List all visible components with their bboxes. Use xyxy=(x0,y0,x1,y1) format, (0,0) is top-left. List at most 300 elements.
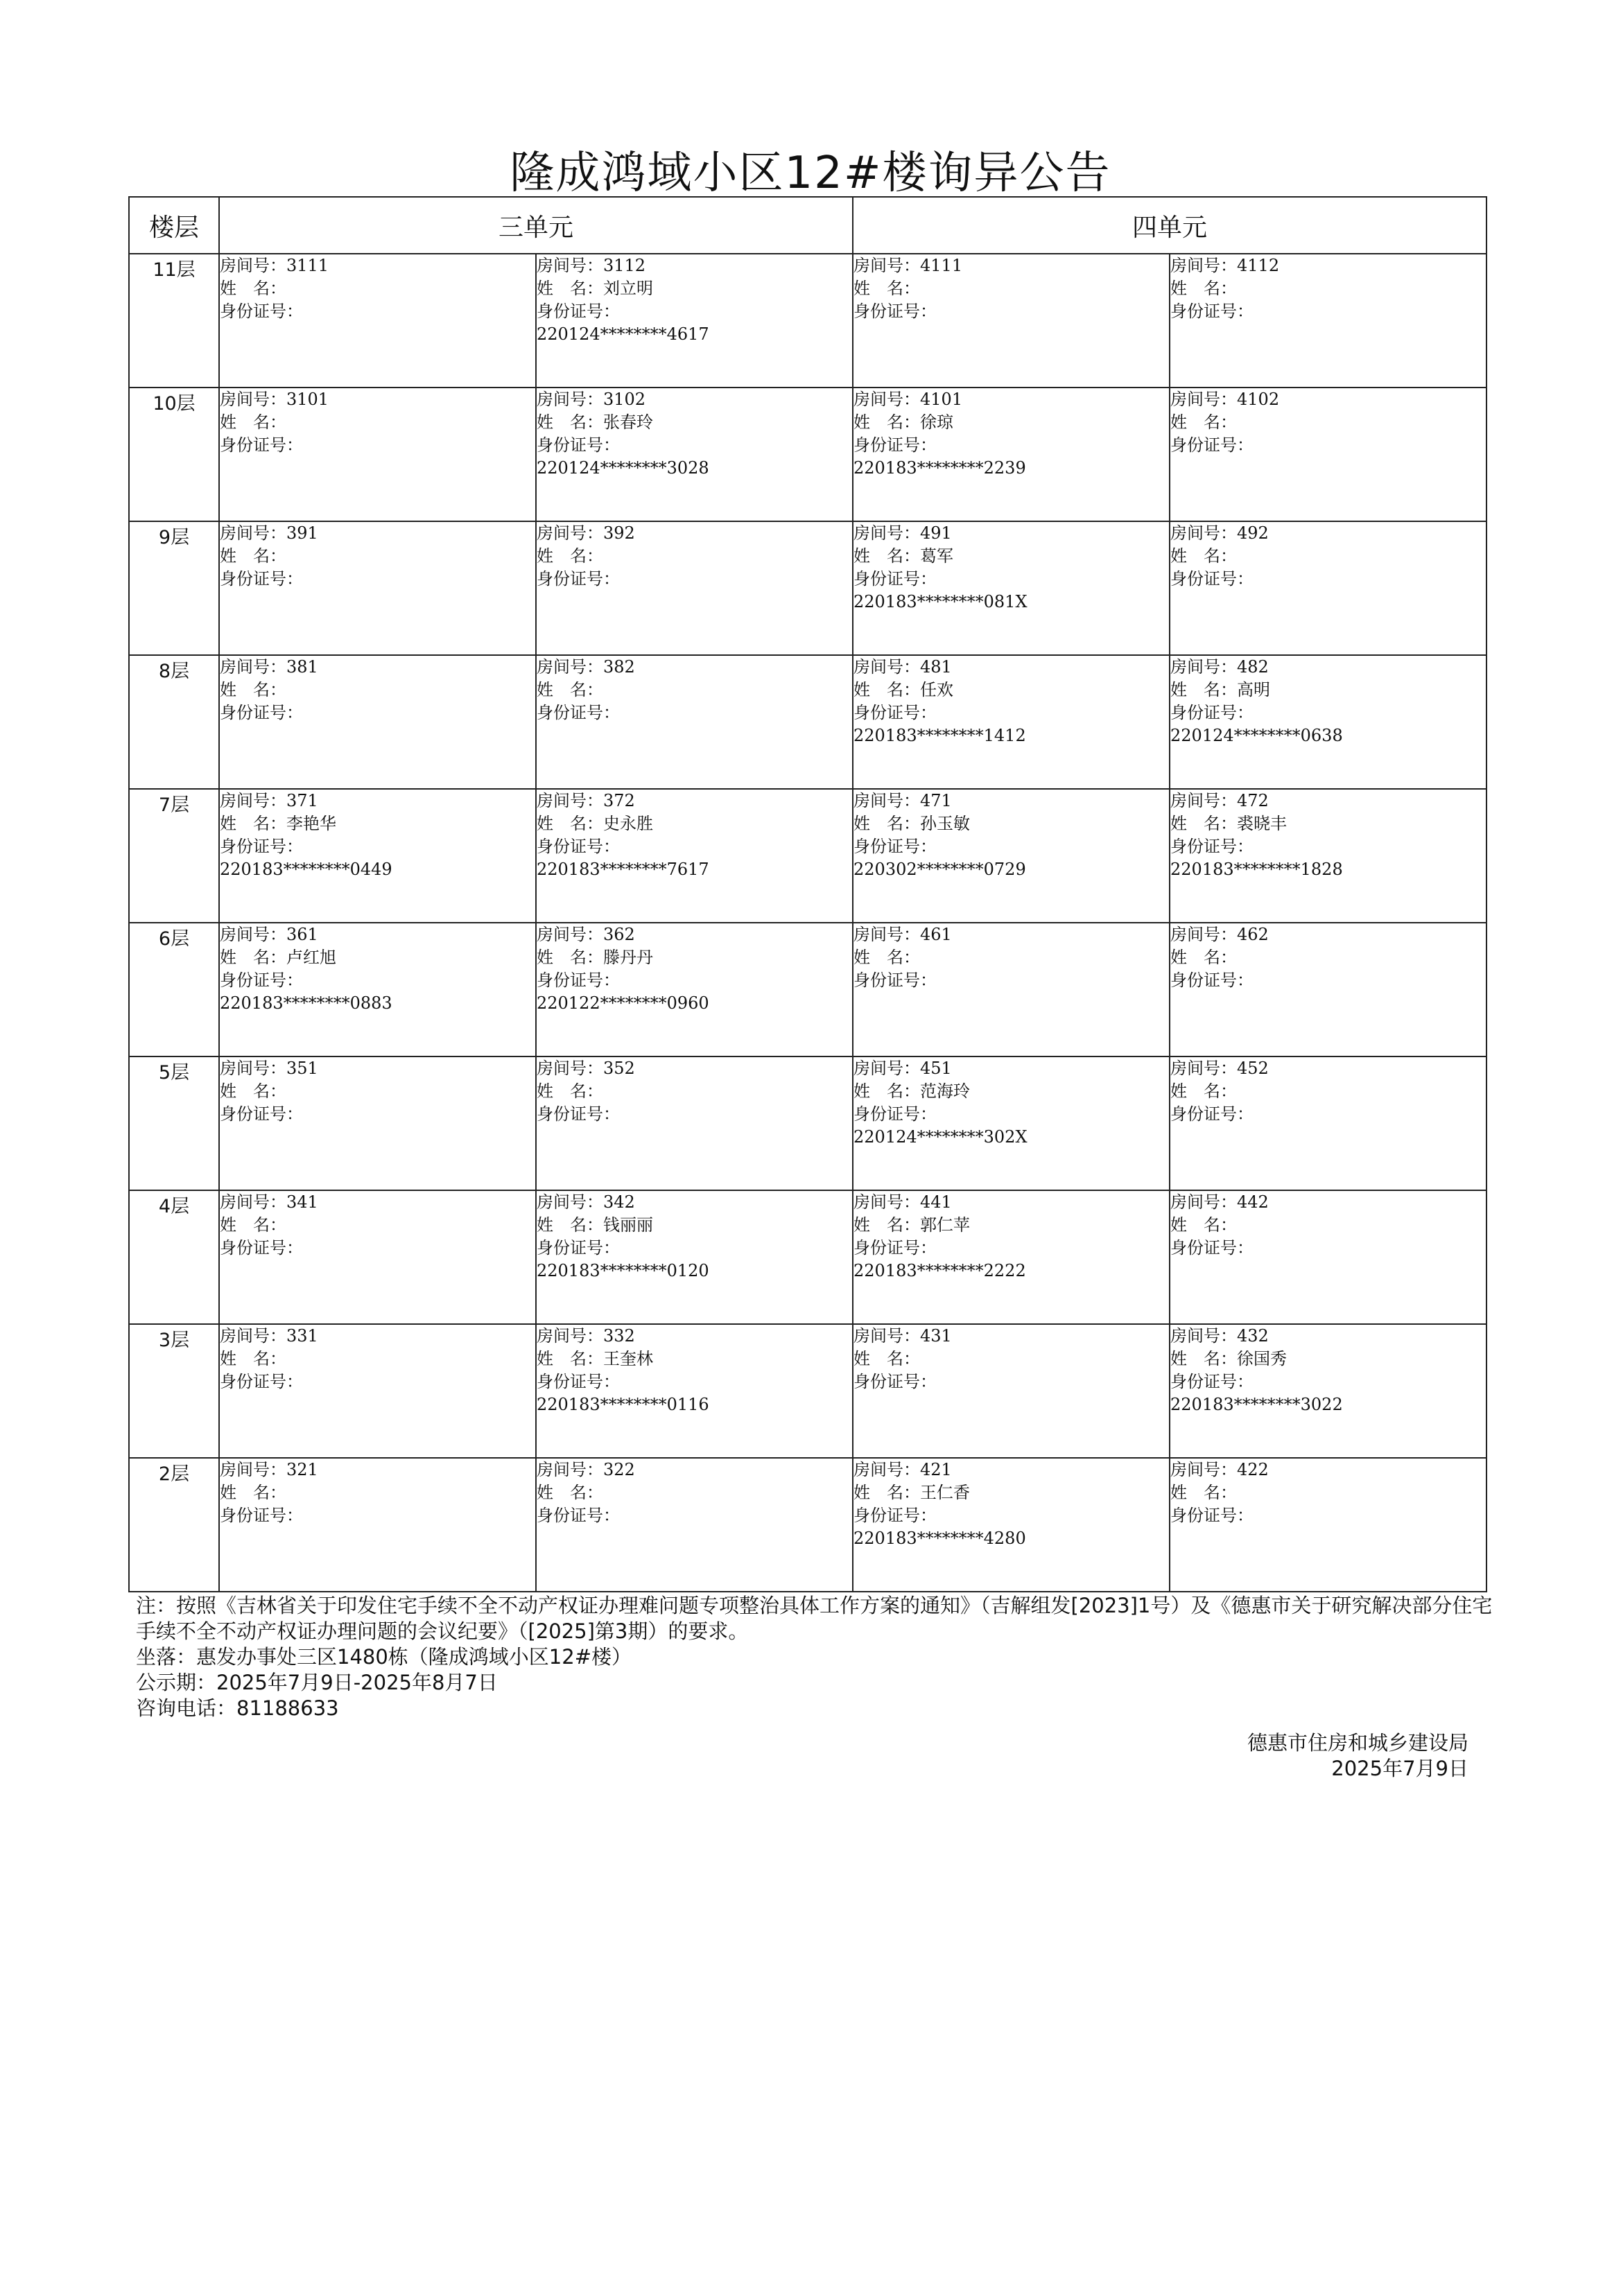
period-line: 公示期：2025年7月9日-2025年8月7日 xyxy=(136,1671,498,1694)
room-cell xyxy=(1170,655,1486,789)
id-line xyxy=(1170,702,1486,724)
room-number-line xyxy=(1170,1191,1486,1214)
id-number: 220183********7617 xyxy=(537,860,709,879)
name-line xyxy=(220,1481,535,1504)
id-number: 220183********0116 xyxy=(537,1395,709,1414)
name-line xyxy=(1170,1481,1486,1504)
room-number-label: 房间号： xyxy=(220,1059,286,1078)
unit3-header: 三单元 xyxy=(219,197,853,254)
resident-name: 史永胜 xyxy=(603,814,653,833)
name-line xyxy=(1170,411,1486,434)
name-label: 姓 名： xyxy=(853,1215,921,1235)
room-number: 432 xyxy=(1237,1326,1269,1346)
room-number-line xyxy=(537,923,852,946)
name-label: 姓 名： xyxy=(220,1215,286,1235)
room-number-line xyxy=(1170,1057,1486,1080)
room-number: 3101 xyxy=(286,390,329,409)
id-number: 220124********0638 xyxy=(1170,726,1343,745)
room-number-line xyxy=(537,388,852,411)
room-cell xyxy=(853,1190,1170,1324)
room-number-line xyxy=(853,1459,1169,1481)
room-cell xyxy=(1170,1056,1486,1190)
name-label: 姓 名： xyxy=(220,279,286,298)
phone-line: 咨询电话：81188633 xyxy=(136,1696,339,1720)
name-line xyxy=(220,946,535,969)
floor-label: 6层 xyxy=(129,923,219,1056)
name-line xyxy=(853,411,1169,434)
table-row xyxy=(129,521,1486,655)
room-number-label: 房间号： xyxy=(853,1460,921,1479)
floor-label: 11层 xyxy=(129,254,219,388)
id-label: 身份证号： xyxy=(853,302,937,321)
room-number-line xyxy=(537,1057,852,1080)
room-cell xyxy=(1170,923,1486,1056)
room-number-label: 房间号： xyxy=(853,657,921,677)
room-number-line xyxy=(220,1057,535,1080)
room-number: 482 xyxy=(1237,657,1269,677)
id-label: 身份证号： xyxy=(220,1372,303,1391)
room-number-label: 房间号： xyxy=(537,791,603,810)
name-line xyxy=(1170,1080,1486,1103)
id-label: 身份证号： xyxy=(220,569,303,589)
name-label: 姓 名： xyxy=(1170,412,1238,432)
id-line xyxy=(1170,969,1486,992)
resident-name: 李艳华 xyxy=(286,814,336,833)
resident-name: 高明 xyxy=(1237,680,1271,699)
name-label: 姓 名： xyxy=(1170,1483,1238,1502)
id-line xyxy=(853,835,1169,858)
room-number-label: 房间号： xyxy=(537,390,603,409)
name-line xyxy=(537,545,852,568)
name-label: 姓 名： xyxy=(537,680,603,699)
id-line xyxy=(537,1504,852,1527)
id-label: 身份证号： xyxy=(220,971,303,990)
id-line xyxy=(1170,1103,1486,1126)
name-line xyxy=(220,277,535,300)
id-line xyxy=(220,1237,535,1260)
room-cell xyxy=(536,1190,853,1324)
id-number: 220183********4280 xyxy=(853,1529,1026,1548)
id-label: 身份证号： xyxy=(853,837,937,856)
room-number: 421 xyxy=(920,1460,952,1479)
floor-label: 10层 xyxy=(129,388,219,521)
room-cell xyxy=(853,655,1170,789)
name-line xyxy=(537,1214,852,1237)
id-line xyxy=(537,969,852,992)
name-label: 姓 名： xyxy=(853,546,921,566)
id-label: 身份证号： xyxy=(537,1238,620,1258)
resident-name: 范海玲 xyxy=(920,1081,971,1101)
floor-label: 3层 xyxy=(129,1324,219,1458)
room-number: 462 xyxy=(1237,925,1269,944)
id-line xyxy=(537,702,852,724)
id-line xyxy=(1170,300,1486,323)
room-number-line xyxy=(537,790,852,812)
name-line xyxy=(220,679,535,702)
id-line xyxy=(853,300,1169,323)
name-label: 姓 名： xyxy=(220,1081,286,1101)
id-line xyxy=(853,969,1169,992)
id-line xyxy=(853,568,1169,591)
room-cell xyxy=(1170,1458,1486,1592)
name-line xyxy=(1170,946,1486,969)
room-number: 322 xyxy=(603,1460,635,1479)
id-line xyxy=(853,1237,1169,1260)
table-row xyxy=(129,1324,1486,1458)
id-number: 220122********0960 xyxy=(537,993,709,1013)
room-number-line xyxy=(1170,656,1486,679)
room-number: 381 xyxy=(286,657,318,677)
room-number-line xyxy=(220,1459,535,1481)
room-number-label: 房间号： xyxy=(853,390,921,409)
id-line xyxy=(220,1103,535,1126)
id-label: 身份证号： xyxy=(537,302,620,321)
id-label: 身份证号： xyxy=(853,703,937,722)
resident-name: 徐琼 xyxy=(920,412,954,432)
name-label: 姓 名： xyxy=(220,680,286,699)
name-label: 姓 名： xyxy=(853,279,921,298)
resident-name: 王仁香 xyxy=(920,1483,971,1502)
room-cell xyxy=(853,1056,1170,1190)
id-line xyxy=(537,434,852,457)
room-number-label: 房间号： xyxy=(1170,1460,1238,1479)
room-number-label: 房间号： xyxy=(1170,925,1238,944)
room-number-line xyxy=(853,1325,1169,1348)
floor-label: 2层 xyxy=(129,1458,219,1592)
room-number-line xyxy=(1170,923,1486,946)
room-number-label: 房间号： xyxy=(1170,256,1238,275)
id-label: 身份证号： xyxy=(1170,837,1254,856)
room-number: 3102 xyxy=(603,390,646,409)
room-number-label: 房间号： xyxy=(220,256,286,275)
id-line xyxy=(537,1103,852,1126)
table-row xyxy=(129,254,1486,388)
room-cell xyxy=(219,254,536,388)
name-label: 姓 名： xyxy=(537,1215,603,1235)
room-number-label: 房间号： xyxy=(853,1192,921,1212)
id-label: 身份证号： xyxy=(1170,302,1254,321)
room-cell xyxy=(536,1056,853,1190)
room-cell xyxy=(219,388,536,521)
room-number: 4111 xyxy=(920,256,963,275)
table-row xyxy=(129,1056,1486,1190)
room-number-line xyxy=(1170,1459,1486,1481)
id-line xyxy=(220,969,535,992)
id-label: 身份证号： xyxy=(1170,971,1254,990)
floor-header: 楼层 xyxy=(129,197,219,254)
name-line xyxy=(853,812,1169,835)
room-number-line xyxy=(853,254,1169,277)
room-cell xyxy=(219,1458,536,1592)
id-line xyxy=(537,1371,852,1393)
room-cell xyxy=(1170,1190,1486,1324)
resident-name: 张春玲 xyxy=(603,412,653,432)
id-line xyxy=(537,835,852,858)
room-number-line xyxy=(853,522,1169,545)
room-number-line xyxy=(220,254,535,277)
room-number: 392 xyxy=(603,523,635,543)
id-number: 220124********4617 xyxy=(537,324,709,344)
room-number: 342 xyxy=(603,1192,635,1212)
id-number: 220183********2239 xyxy=(853,458,1026,478)
resident-name: 徐国秀 xyxy=(1237,1349,1288,1368)
name-label: 姓 名： xyxy=(853,1081,921,1101)
name-label: 姓 名： xyxy=(1170,814,1238,833)
id-line xyxy=(220,1371,535,1393)
id-line xyxy=(853,434,1169,457)
floor-label: 9层 xyxy=(129,521,219,655)
name-line xyxy=(537,679,852,702)
id-line xyxy=(220,1504,535,1527)
table-row xyxy=(129,1190,1486,1324)
name-label: 姓 名： xyxy=(220,1483,286,1502)
id-label: 身份证号： xyxy=(220,435,303,455)
room-number: 321 xyxy=(286,1460,318,1479)
id-line xyxy=(853,1504,1169,1527)
id-number: 220183********1412 xyxy=(853,726,1026,745)
id-label: 身份证号： xyxy=(853,1104,937,1124)
id-label: 身份证号： xyxy=(220,1506,303,1525)
room-number-line xyxy=(853,1191,1169,1214)
resident-name: 任欢 xyxy=(920,680,954,699)
table-body xyxy=(129,254,1486,1592)
room-number: 361 xyxy=(286,925,318,944)
name-line xyxy=(1170,545,1486,568)
id-label: 身份证号： xyxy=(853,435,937,455)
id-line xyxy=(1170,568,1486,591)
id-label: 身份证号： xyxy=(537,569,620,589)
room-number: 481 xyxy=(920,657,952,677)
resident-name: 孙玉敏 xyxy=(920,814,971,833)
room-number-line xyxy=(853,656,1169,679)
room-number-label: 房间号： xyxy=(1170,791,1238,810)
room-number-label: 房间号： xyxy=(220,523,286,543)
name-label: 姓 名： xyxy=(1170,680,1238,699)
name-label: 姓 名： xyxy=(853,948,921,967)
room-cell xyxy=(1170,254,1486,388)
room-number-label: 房间号： xyxy=(220,657,286,677)
name-label: 姓 名： xyxy=(537,814,603,833)
name-label: 姓 名： xyxy=(1170,1349,1238,1368)
room-number: 331 xyxy=(286,1326,318,1346)
id-label: 身份证号： xyxy=(853,971,937,990)
notice-notes xyxy=(136,1593,1495,1721)
id-line xyxy=(853,702,1169,724)
room-number-label: 房间号： xyxy=(537,1326,603,1346)
id-number: 220302********0729 xyxy=(853,860,1026,879)
room-cell xyxy=(1170,521,1486,655)
name-line xyxy=(220,1348,535,1371)
id-label: 身份证号： xyxy=(537,1506,620,1525)
room-number: 4112 xyxy=(1237,256,1280,275)
room-cell xyxy=(1170,1324,1486,1458)
room-number: 352 xyxy=(603,1059,635,1078)
resident-name: 郭仁苹 xyxy=(920,1215,971,1235)
room-number: 492 xyxy=(1237,523,1269,543)
resident-name: 滕丹丹 xyxy=(603,948,653,967)
room-number-label: 房间号： xyxy=(537,1059,603,1078)
room-number-label: 房间号： xyxy=(220,1460,286,1479)
name-line xyxy=(853,679,1169,702)
room-number: 341 xyxy=(286,1192,318,1212)
room-number-label: 房间号： xyxy=(537,256,603,275)
id-label: 身份证号： xyxy=(1170,1372,1254,1391)
issuing-org: 德惠市住房和城乡建设局 xyxy=(1247,1731,1468,1755)
room-number: 362 xyxy=(603,925,635,944)
room-number: 471 xyxy=(920,791,952,810)
id-line xyxy=(220,434,535,457)
room-number-label: 房间号： xyxy=(1170,523,1238,543)
id-number: 220183********0120 xyxy=(537,1261,709,1280)
name-label: 姓 名： xyxy=(1170,948,1238,967)
name-label: 姓 名： xyxy=(537,1483,603,1502)
room-cell xyxy=(853,923,1170,1056)
room-number: 431 xyxy=(920,1326,952,1346)
room-number-line xyxy=(537,1191,852,1214)
room-number: 4101 xyxy=(920,390,963,409)
name-label: 姓 名： xyxy=(537,1081,603,1101)
room-number-label: 房间号： xyxy=(537,657,603,677)
id-line xyxy=(220,835,535,858)
name-line xyxy=(537,1481,852,1504)
room-cell xyxy=(853,521,1170,655)
id-label: 身份证号： xyxy=(537,1372,620,1391)
id-label: 身份证号： xyxy=(537,837,620,856)
id-line xyxy=(1170,434,1486,457)
id-label: 身份证号： xyxy=(853,1372,937,1391)
name-line xyxy=(1170,812,1486,835)
name-label: 姓 名： xyxy=(537,948,603,967)
table-row xyxy=(129,923,1486,1056)
room-number-label: 房间号： xyxy=(853,256,921,275)
id-label: 身份证号： xyxy=(220,302,303,321)
id-label: 身份证号： xyxy=(537,703,620,722)
id-number: 220124********3028 xyxy=(537,458,709,478)
room-number: 3112 xyxy=(603,256,646,275)
room-number-line xyxy=(220,790,535,812)
room-number-line xyxy=(853,790,1169,812)
room-cell xyxy=(853,388,1170,521)
table-row xyxy=(129,388,1486,521)
resident-name: 钱丽丽 xyxy=(603,1215,653,1235)
name-label: 姓 名： xyxy=(853,814,921,833)
room-number-line xyxy=(853,1057,1169,1080)
name-line xyxy=(853,277,1169,300)
room-number: 372 xyxy=(603,791,635,810)
table-row xyxy=(129,789,1486,923)
table-header-row xyxy=(129,197,1486,254)
signature-block xyxy=(1247,1730,1468,1782)
room-number: 491 xyxy=(920,523,952,543)
id-label: 身份证号： xyxy=(537,971,620,990)
name-line xyxy=(853,1214,1169,1237)
id-label: 身份证号： xyxy=(1170,1506,1254,1525)
id-line xyxy=(537,568,852,591)
room-cell xyxy=(853,1458,1170,1592)
room-number: 451 xyxy=(920,1059,952,1078)
id-number: 220124********302X xyxy=(853,1127,1028,1147)
room-number-line xyxy=(1170,388,1486,411)
name-label: 姓 名： xyxy=(220,814,286,833)
table-row xyxy=(129,1458,1486,1592)
id-number: 220183********0449 xyxy=(220,860,392,879)
room-number-line xyxy=(1170,522,1486,545)
resident-table xyxy=(128,196,1487,1592)
resident-name: 葛军 xyxy=(920,546,954,566)
resident-name: 裘晓丰 xyxy=(1237,814,1288,833)
room-number-label: 房间号： xyxy=(853,1059,921,1078)
room-number-label: 房间号： xyxy=(537,523,603,543)
room-cell xyxy=(536,923,853,1056)
room-number-line xyxy=(220,388,535,411)
name-line xyxy=(537,277,852,300)
name-line xyxy=(1170,277,1486,300)
room-number-line xyxy=(1170,1325,1486,1348)
room-number: 441 xyxy=(920,1192,952,1212)
issue-date: 2025年7月9日 xyxy=(1331,1757,1468,1780)
name-line xyxy=(220,545,535,568)
id-label: 身份证号： xyxy=(1170,1238,1254,1258)
room-number-label: 房间号： xyxy=(220,925,286,944)
id-line xyxy=(853,1103,1169,1126)
name-line xyxy=(220,812,535,835)
room-cell xyxy=(219,789,536,923)
room-number-label: 房间号： xyxy=(1170,1059,1238,1078)
id-line xyxy=(537,300,852,323)
room-cell xyxy=(219,1190,536,1324)
location-line: 坐落：惠发办事处三区1480栋（隆成鸿域小区12#楼） xyxy=(136,1645,632,1669)
room-number-label: 房间号： xyxy=(1170,1192,1238,1212)
room-number: 422 xyxy=(1237,1460,1269,1479)
room-number-line xyxy=(220,522,535,545)
room-number-label: 房间号： xyxy=(1170,390,1238,409)
room-number-label: 房间号： xyxy=(220,390,286,409)
floor-label: 5层 xyxy=(129,1056,219,1190)
name-label: 姓 名： xyxy=(220,412,286,432)
id-line xyxy=(1170,1371,1486,1393)
name-label: 姓 名： xyxy=(853,1349,921,1368)
resident-name: 王奎林 xyxy=(603,1349,653,1368)
id-label: 身份证号： xyxy=(853,1238,937,1258)
id-label: 身份证号： xyxy=(1170,1104,1254,1124)
room-cell xyxy=(219,655,536,789)
id-number: 220183********3022 xyxy=(1170,1395,1343,1414)
name-label: 姓 名： xyxy=(537,412,603,432)
name-line xyxy=(853,946,1169,969)
id-number: 220183********1828 xyxy=(1170,860,1343,879)
room-number-label: 房间号： xyxy=(853,523,921,543)
room-number-label: 房间号： xyxy=(1170,657,1238,677)
floor-label: 8层 xyxy=(129,655,219,789)
id-label: 身份证号： xyxy=(537,435,620,455)
room-cell xyxy=(219,1056,536,1190)
room-cell xyxy=(536,254,853,388)
name-line xyxy=(1170,1348,1486,1371)
name-label: 姓 名： xyxy=(853,1483,921,1502)
room-number-line xyxy=(220,656,535,679)
id-label: 身份证号： xyxy=(853,569,937,589)
room-number-line xyxy=(537,1325,852,1348)
room-cell xyxy=(219,923,536,1056)
room-number-line xyxy=(853,388,1169,411)
name-line xyxy=(853,1080,1169,1103)
notice-title: 隆成鸿域小区12#楼询异公告 xyxy=(510,148,1111,199)
name-line xyxy=(853,1348,1169,1371)
id-label: 身份证号： xyxy=(220,703,303,722)
room-number: 391 xyxy=(286,523,318,543)
name-label: 姓 名： xyxy=(1170,546,1238,566)
room-number: 4102 xyxy=(1237,390,1280,409)
